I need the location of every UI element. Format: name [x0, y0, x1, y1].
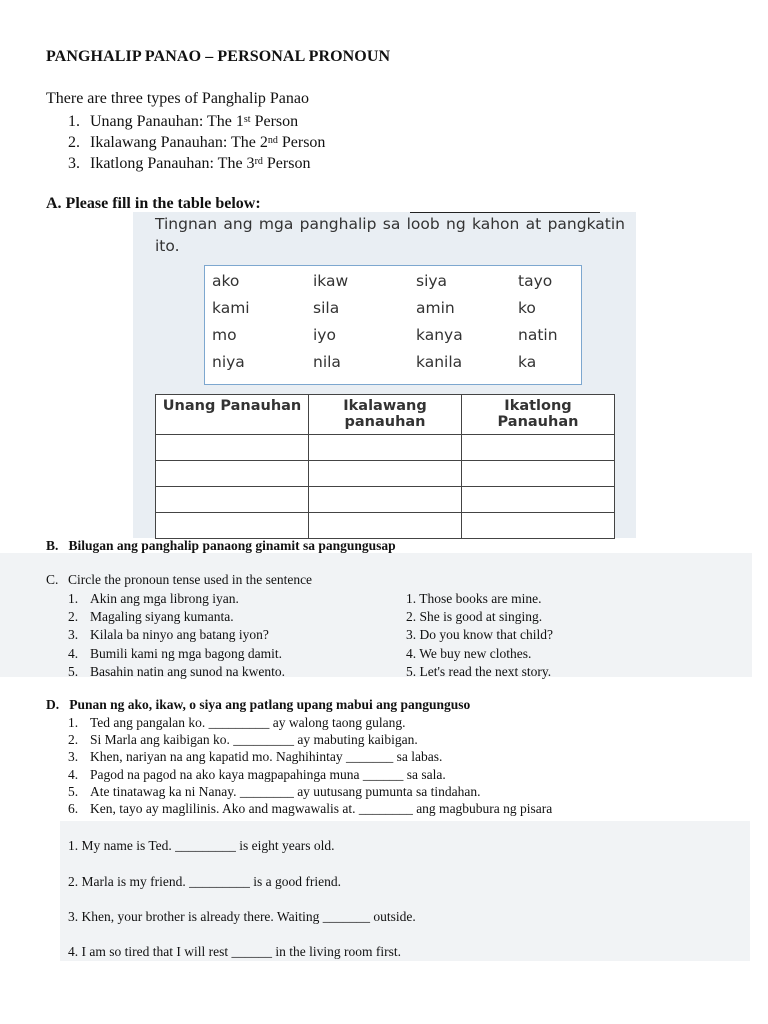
answer-cell[interactable]: [462, 435, 615, 461]
english-sentence: 2. Marla is my friend. _________ is a good friend.: [68, 874, 341, 889]
list-item: 4. Bumili kami ng mga bagong damit.: [68, 645, 282, 661]
english-sentence: 4. I am so tired that I will rest ______ in the living room first.: [68, 944, 401, 959]
list-item: 2. Magaling siyang kumanta.: [68, 609, 234, 625]
list-item: 1. Those books are mine.: [406, 591, 542, 606]
intro-text: There are three types of Panghalip Panao: [46, 90, 310, 107]
answer-cell[interactable]: [156, 435, 309, 461]
table-row: [156, 487, 615, 513]
word-cell: kanya: [416, 326, 463, 344]
section-c-letter: C.: [46, 572, 59, 587]
answer-cell[interactable]: [156, 487, 309, 513]
pronoun-word-box: [204, 265, 582, 385]
answer-cell[interactable]: [309, 435, 462, 461]
answer-cell[interactable]: [156, 513, 309, 539]
exercise-instruction: Tingnan ang mga panghalip sa loob ng kahon at pangkatin ito.: [155, 215, 625, 255]
answer-cell[interactable]: [462, 487, 615, 513]
list-item: 5. Ate tinatawag ka ni Nanay. ________ ay uutusang pumunta sa tindahan.: [68, 783, 481, 799]
section-b-heading: B. Bilugan ang panghalip panaong ginamit sa pangungusap: [46, 538, 396, 553]
list-item: 3. Do you know that child?: [406, 627, 553, 643]
type-item: 3. Ikatlong Panauhan: The 3rd Person: [68, 155, 311, 172]
list-item: 2. She is good at singing.: [406, 609, 543, 625]
english-sentence: 3. Khen, your brother is already there. Waiting _______ outside.: [68, 909, 416, 924]
table-row: [156, 435, 615, 461]
word-cell: ikaw: [313, 272, 349, 290]
word-cell: kanila: [416, 353, 463, 371]
page-title: PANGHALIP PANAO – PERSONAL PRONOUN: [46, 48, 391, 65]
section-a-heading: A. Please fill in the table below:: [46, 195, 261, 212]
list-item: 1. Akin ang mga librong iyan.: [68, 591, 239, 606]
list-item: 2. Si Marla ang kaibigan ko. _________ ay mabuting kaibigan.: [68, 732, 418, 748]
section-d-heading: D. Punan ng ako, ikaw, o siya ang patlang upang mabui ang pangunguso: [46, 697, 471, 712]
section-c-text: Circle the pronoun tense used in the sentence: [68, 572, 313, 587]
answer-cell[interactable]: [462, 461, 615, 487]
pronoun-table: [155, 394, 615, 539]
word-cell: niya: [212, 353, 245, 371]
section-c-tagalog-list: [68, 590, 285, 681]
table-row: [156, 513, 615, 539]
word-cell: sila: [313, 299, 340, 317]
word-cell: ka: [518, 353, 537, 371]
list-item: 3. Khen, nariyan na ang kapatid mo. Naghihintay _______ sa labas.: [68, 749, 443, 765]
list-item: 4. We buy new clothes.: [406, 645, 532, 661]
answer-cell[interactable]: [156, 461, 309, 487]
table-header: Ikatlong Panauhan: [462, 395, 615, 435]
pronoun-types-list: [68, 111, 325, 174]
word-cell: amin: [416, 299, 455, 317]
word-cell: siya: [416, 272, 448, 290]
type-item: 2. Ikalawang Panauhan: The 2nd Person: [68, 134, 326, 151]
list-item: 3. Kilala ba ninyo ang batang iyon?: [68, 627, 269, 643]
table-header: Unang Panauhan: [156, 395, 309, 435]
word-cell: iyo: [313, 326, 336, 344]
answer-cell[interactable]: [462, 513, 615, 539]
list-item: 1. Ted ang pangalan ko. _________ ay walong taong gulang.: [68, 715, 406, 730]
word-cell: natin: [518, 326, 558, 344]
word-cell: nila: [313, 353, 341, 371]
answer-cell[interactable]: [309, 513, 462, 539]
answer-cell[interactable]: [309, 487, 462, 513]
word-cell: mo: [212, 326, 237, 344]
english-sentence: 1. My name is Ted. _________ is eight years old.: [68, 838, 335, 853]
word-cell: ako: [212, 272, 240, 290]
list-item: 6. Ken, tayo ay maglilinis. Ako and magwawalis at. ________ ang magbubura ng pisara: [68, 801, 553, 817]
section-c-english-list: [406, 590, 553, 681]
list-item: 4. Pagod na pagod na ako kaya magpapahinga muna ______ sa sala.: [68, 766, 446, 782]
word-cell: kami: [212, 299, 250, 317]
list-item: 5. Let's read the next story.: [406, 663, 552, 679]
list-item: 5. Basahin natin ang sunod na kwento.: [68, 663, 285, 679]
table-header: Ikalawang panauhan: [309, 395, 462, 435]
answer-cell[interactable]: [309, 461, 462, 487]
word-cell: tayo: [518, 272, 553, 290]
section-c-heading: [46, 572, 312, 588]
table-row: [156, 461, 615, 487]
word-cell: ko: [518, 299, 536, 317]
section-d-tagalog-list: [68, 714, 552, 817]
type-item: 1. Unang Panauhan: The 1st Person: [68, 113, 299, 130]
